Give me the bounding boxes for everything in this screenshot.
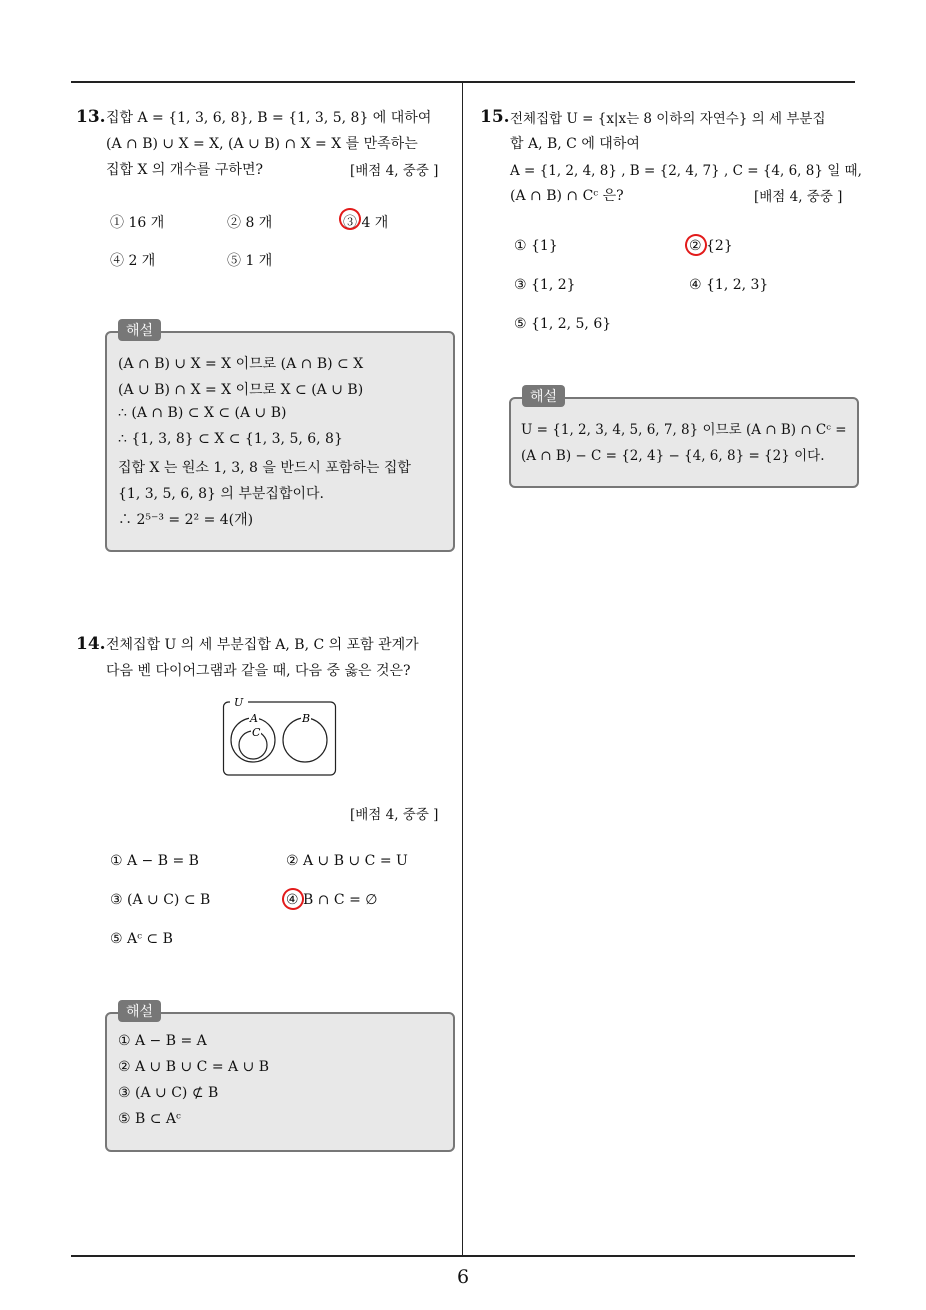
page-number: 6 (456, 1266, 470, 1288)
solution-line-4: ∴ {1, 3, 8} ⊂ X ⊂ {1, 3, 5, 6, 8} (118, 431, 343, 447)
set-b-label: B (302, 712, 311, 725)
solution-tag: 해설 (118, 319, 161, 341)
choice-4[interactable]: ④ 2 개 (110, 253, 156, 269)
problem-number: 14. (76, 634, 106, 654)
solution-line-6: {1, 3, 5, 6, 8} 의 부분집합이다. (118, 486, 324, 502)
choice-4[interactable]: ④ B ∩ C = ∅ (286, 892, 378, 908)
set-c-label: C (252, 726, 261, 739)
question-line-1: 전체집합 U = {x|x는 8 이하의 자연수} 의 세 부분집 (510, 111, 826, 127)
solution-line-2: (A ∩ B) − C = {2, 4} − {4, 6, 8} = {2} 이다. (521, 448, 825, 464)
solution-line-3: ③ (A ∪ C) ⊄ B (118, 1085, 219, 1101)
score-label: [배점 4, 중중 ] (350, 807, 439, 823)
solution-line-4: ⑤ B ⊂ Aᶜ (118, 1111, 181, 1127)
set-a-label: A (250, 712, 258, 725)
solution-line-7: ∴ 2⁵⁻³ = 2² = 4(개) (118, 512, 254, 528)
question-line-1: 집합 A = {1, 3, 6, 8}, B = {1, 3, 5, 8} 에 대하여 (106, 110, 432, 126)
question-line-3: 집합 X 의 개수를 구하면? (106, 162, 263, 178)
choice-2[interactable]: ② 8 개 (227, 215, 273, 231)
solution-line-1: U = {1, 2, 3, 4, 5, 6, 7, 8} 이므로 (A ∩ B) ∩ Cᶜ = (521, 422, 847, 438)
bottom-rule (71, 1255, 855, 1257)
solution-line-5: 집합 X 는 원소 1, 3, 8 을 반드시 포함하는 집합 (118, 460, 411, 476)
choice-3[interactable]: ③ (A ∪ C) ⊂ B (110, 892, 211, 908)
choice-5[interactable]: ⑤ {1, 2, 5, 6} (514, 316, 612, 332)
venn-diagram (222, 694, 338, 778)
solution-box (509, 397, 859, 488)
choice-3[interactable]: ③ {1, 2} (514, 277, 576, 293)
score-label: [배점 4, 중중 ] (754, 189, 843, 205)
solution-line-1: ① A − B = A (118, 1033, 207, 1049)
solution-line-3: ∴ (A ∩ B) ⊂ X ⊂ (A ∪ B) (118, 405, 287, 421)
column-divider (462, 81, 463, 1257)
choice-2[interactable]: ② {2} (689, 238, 733, 254)
choice-5[interactable]: ⑤ Aᶜ ⊂ B (110, 931, 173, 947)
solution-tag: 해설 (522, 385, 565, 407)
question-line-2: 다음 벤 다이어그램과 같을 때, 다음 중 옳은 것은? (106, 663, 411, 679)
choice-3[interactable]: ③ 4 개 (343, 215, 389, 231)
problem-number: 15. (480, 107, 510, 127)
choice-5[interactable]: ⑤ 1 개 (227, 253, 273, 269)
question-line-1: 전체집합 U 의 세 부분집합 A, B, C 의 포함 관계가 (106, 637, 419, 653)
question-line-2: 합 A, B, C 에 대하여 (510, 136, 640, 152)
choice-1[interactable]: ① {1} (514, 238, 558, 254)
set-u-label: U (234, 696, 244, 709)
score-label: [배점 4, 중중 ] (350, 163, 439, 179)
top-rule (71, 81, 855, 83)
solution-line-1: (A ∩ B) ∪ X = X 이므로 (A ∩ B) ⊂ X (118, 356, 364, 372)
solution-line-2: ② A ∪ B ∪ C = A ∪ B (118, 1059, 270, 1075)
answer-mark-circle (279, 885, 307, 913)
question-line-2: (A ∩ B) ∪ X = X, (A ∪ B) ∩ X = X 를 만족하는 (106, 136, 418, 152)
choice-1[interactable]: ① A − B = B (110, 853, 199, 869)
problem-number: 13. (76, 107, 106, 127)
question-line-3: A = {1, 2, 4, 8} , B = {2, 4, 7} , C = {4, 6, 8} 일 때, (510, 163, 862, 179)
question-line-4: (A ∩ B) ∩ Cᶜ 은? (510, 188, 624, 204)
answer-mark-circle (682, 231, 710, 259)
solution-tag: 해설 (118, 1000, 161, 1022)
choice-4[interactable]: ④ {1, 2, 3} (689, 277, 769, 293)
solution-line-2: (A ∪ B) ∩ X = X 이므로 X ⊂ (A ∪ B) (118, 382, 364, 398)
choice-2[interactable]: ② A ∪ B ∪ C = U (286, 853, 408, 869)
choice-1[interactable]: ① 16 개 (110, 215, 165, 231)
